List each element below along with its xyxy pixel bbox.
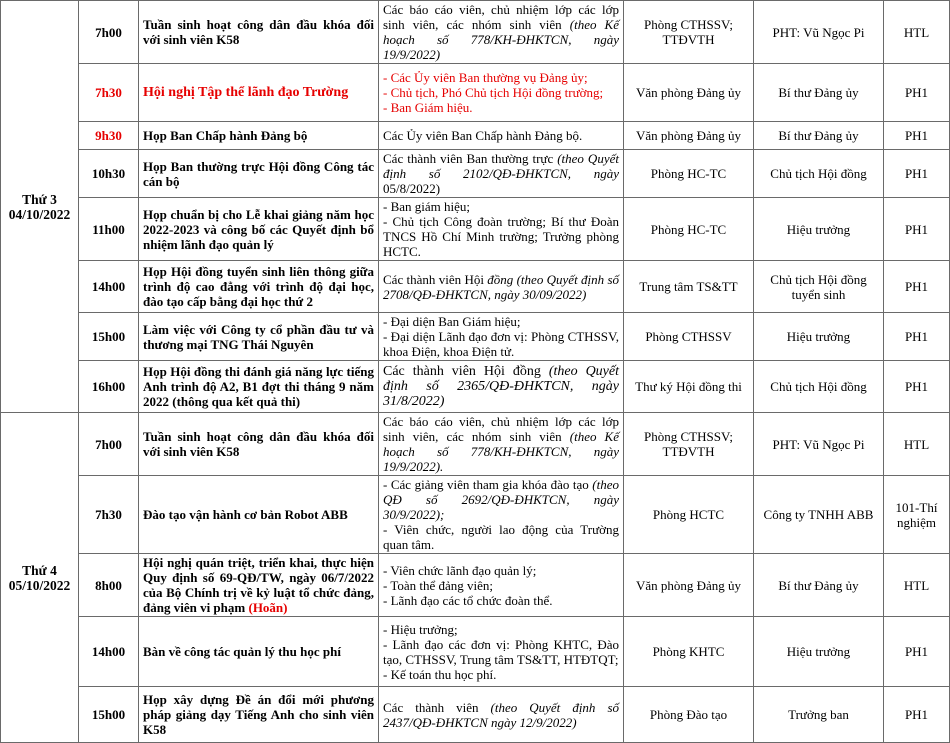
prepare-unit-cell: [624, 150, 754, 198]
participant-text: Các Ủy viên Ban Chấp hành Đảng bộ.: [383, 128, 583, 143]
participant-line: [383, 151, 619, 196]
location-text: PH1: [904, 128, 929, 143]
time-text: 7h00: [95, 436, 122, 452]
location-cell: [884, 150, 950, 198]
content-cell: [139, 617, 379, 687]
participant-text: Các thành viên: [383, 699, 491, 715]
participant-tail: 05/8/2022): [383, 181, 441, 196]
chair-text: Bí thư Đảng ủy: [778, 85, 859, 100]
prepare-unit-text: Phòng CTHSSV; TTĐVTH: [644, 429, 733, 459]
chair-text: Bí thư Đảng ủy: [778, 577, 859, 593]
prepare-unit-text: Văn phòng Đảng ủy: [635, 577, 742, 593]
chair-text: Hiệu trưởng: [786, 221, 851, 237]
time-text: 11h00: [92, 221, 125, 237]
participant-reference: (theo Kế hoạch số 778/KH-ĐHKTCN, ngày 19/9/2022).: [383, 429, 619, 474]
day-cell: [1, 1, 79, 413]
participant-text: - Kế toán thu học phí.: [383, 666, 497, 682]
chair-text: Chủ tịch Hội đồng: [770, 166, 867, 181]
location-cell: [884, 554, 950, 617]
prepare-unit-text: Phòng CTHSSV: [645, 329, 732, 344]
time-cell: [79, 198, 139, 261]
table-row: [1, 476, 950, 554]
participant-line: [383, 667, 619, 682]
participant-text: - Viên chức, người lao động của Trường quan tâm.: [383, 522, 619, 552]
participant-text: - Chủ tịch Công đoàn trường; Bí thư Đoàn TNCS Hồ Chí Minh trường; Trưởng phòng HCTC.: [383, 214, 619, 259]
participant-reference: (theo Kế hoạch số 778/KH-ĐHKTCN, ngày 19/9/2022): [383, 17, 619, 62]
schedule-body: [1, 1, 950, 743]
table-row: [1, 64, 950, 122]
content-text: Tuần sinh hoạt công dân đầu khóa đối với sinh viên K58: [143, 429, 374, 459]
participants-cell: [379, 198, 624, 261]
prepare-unit-cell: [624, 554, 754, 617]
content-cell: [139, 150, 379, 198]
location-text: PH1: [904, 707, 929, 722]
participant-text: - Ban giám hiệu;: [383, 199, 471, 214]
participant-line: [383, 593, 619, 608]
participant-text: - Viên chức lãnh đạo quản lý;: [383, 562, 537, 578]
participants-cell: [379, 413, 624, 476]
time-text: 9h30: [95, 128, 122, 143]
location-cell: [884, 687, 950, 743]
chair-text: Trưởng ban: [788, 707, 849, 722]
prepare-unit-text: Phòng HC-TC: [650, 221, 727, 237]
content-text: Họp xây dựng Đề án đổi mới phương pháp giảng dạy Tiếng Anh cho sinh viên K58: [143, 692, 374, 737]
content-cell: [139, 413, 379, 476]
chair-cell: [754, 122, 884, 150]
chair-text: PHT: Vũ Ngọc Pi: [772, 436, 865, 452]
time-text: 14h00: [91, 279, 126, 294]
participant-line: [383, 272, 619, 302]
chair-cell: [754, 261, 884, 313]
prepare-unit-text: Văn phòng Đảng ủy: [635, 128, 742, 143]
day-label: Thứ 3: [22, 191, 57, 207]
participant-text: - Các giảng viên tham gia khóa đào tạo: [383, 477, 593, 492]
location-cell: [884, 361, 950, 413]
participant-line: [383, 578, 619, 593]
participant-line: [383, 314, 619, 329]
day-date: 05/10/2022: [8, 577, 71, 593]
participants-cell: [379, 313, 624, 361]
prepare-unit-text: Phòng Đào tạo: [649, 707, 728, 722]
time-cell: [79, 261, 139, 313]
participant-text: - Hiệu trưởng;: [383, 621, 458, 637]
participant-reference: (theo QĐ số 2692/QĐ-ĐHKTCN, ngày 30/9/2022);: [383, 477, 619, 522]
time-text: 7h00: [95, 24, 122, 40]
participant-text: Các thành viên Hội: [383, 271, 488, 287]
time-cell: [79, 687, 139, 743]
participants-cell: [379, 150, 624, 198]
content-cell: [139, 198, 379, 261]
prepare-unit-cell: [624, 261, 754, 313]
prepare-unit-text: Phòng HC-TC: [650, 166, 727, 181]
table-row: [1, 413, 950, 476]
table-row: [1, 198, 950, 261]
prepare-unit-cell: [624, 313, 754, 361]
content-cell: [139, 361, 379, 413]
location-cell: [884, 261, 950, 313]
time-text: 15h00: [91, 329, 126, 344]
prepare-unit-cell: [624, 198, 754, 261]
location-text: 101-Thí nghiệm: [895, 499, 938, 530]
content-text: Đào tạo vận hành cơ bản Robot ABB: [143, 507, 348, 522]
chair-text: Chủ tịch Hội đồng: [770, 379, 867, 394]
table-row: [1, 687, 950, 743]
prepare-unit-cell: [624, 617, 754, 687]
chair-cell: [754, 554, 884, 617]
content-cell: [139, 122, 379, 150]
content-text: Họp Hội đồng tuyển sinh liên thông giữa trình độ cao đẳng với trình độ đại học, đào tạo cấp bằng đại học thứ 2: [143, 264, 374, 309]
participants-cell: [379, 361, 624, 413]
chair-text: Công ty TNHH ABB: [763, 507, 874, 522]
content-text: Họp chuẩn bị cho Lễ khai giảng năm học 2022-2023 và công bố các Quyết định bổ nhiệm lãnh đạo quản lý: [143, 206, 374, 252]
participant-line: [383, 364, 619, 409]
participants-cell: [379, 554, 624, 617]
participant-line: [383, 85, 619, 100]
time-text: 14h00: [91, 644, 126, 659]
participant-line: [383, 2, 619, 62]
time-text: 8h00: [95, 577, 122, 593]
participant-text: Các báo cáo viên, chủ nhiệm lớp các lớp sinh viên, các nhóm sinh viên: [383, 2, 619, 32]
postponed-badge: (Hoãn): [248, 600, 288, 615]
participant-text: Các thành viên Ban thường trực: [383, 151, 558, 166]
participant-line: [383, 622, 619, 637]
time-cell: [79, 1, 139, 64]
participant-text: - Đại diện Lãnh đạo đơn vị: Phòng CTHSSV, khoa Điện, khoa Điện tử.: [383, 329, 619, 359]
table-row: [1, 554, 950, 617]
location-cell: [884, 413, 950, 476]
participant-line: [383, 477, 619, 522]
content-cell: [139, 554, 379, 617]
table-row: [1, 150, 950, 198]
table-row: [1, 313, 950, 361]
participant-text: - Lãnh đạo các tổ chức đoàn thể.: [383, 592, 553, 608]
participant-reference: đồng (theo Quyết định số 2708/QĐ-ĐHKTCN, ngày 30/09/2022): [383, 271, 619, 302]
location-text: PH1: [904, 279, 929, 294]
chair-cell: [754, 198, 884, 261]
participants-cell: [379, 617, 624, 687]
time-cell: [79, 413, 139, 476]
day-date: 04/10/2022: [8, 206, 71, 222]
content-text: Hội nghị Tập thể lãnh đạo Trường: [143, 85, 349, 100]
chair-text: PHT: Vũ Ngọc Pi: [772, 24, 865, 40]
content-text: Họp Ban Chấp hành Đảng bộ: [143, 128, 308, 143]
participants-cell: [379, 687, 624, 743]
participant-text: Các báo cáo viên, chủ nhiệm lớp các lớp sinh viên, các nhóm sinh viên: [383, 414, 619, 444]
participant-reference: (theo Quyết định số 2365/QĐ-ĐHKTCN, ngày 31/8/2022): [383, 364, 619, 409]
participant-reference: (theo Quyết định số 2437/QĐ-ĐHKTCN ngày 12/9/2022): [383, 699, 619, 730]
prepare-unit-cell: [624, 687, 754, 743]
participant-text: - Các Ủy viên Ban thường vụ Đảng ủy;: [383, 70, 588, 85]
prepare-unit-text: Phòng CTHSSV; TTĐVTH: [644, 17, 733, 47]
content-cell: [139, 476, 379, 554]
chair-text: Bí thư Đảng ủy: [778, 128, 859, 143]
content-text: Bàn về công tác quản lý thu học phí: [143, 644, 341, 659]
time-text: 7h30: [95, 507, 122, 522]
location-cell: [884, 1, 950, 64]
location-cell: [884, 476, 950, 554]
content-text: Họp Ban thường trực Hội đồng Công tác cán bộ: [143, 158, 374, 189]
participant-line: [383, 522, 619, 552]
content-cell: [139, 261, 379, 313]
location-text: PH1: [904, 644, 929, 659]
time-text: 7h30: [95, 85, 122, 100]
time-text: 16h00: [91, 379, 126, 394]
time-cell: [79, 617, 139, 687]
location-text: PH1: [904, 221, 929, 237]
prepare-unit-cell: [624, 413, 754, 476]
content-text: Họp Hội đồng thi đánh giá năng lực tiếng Anh trình độ A2, B1 đợt thi tháng 9 năm 2022 (thông qua kết quả thi): [143, 364, 374, 409]
time-cell: [79, 313, 139, 361]
content-cell: [139, 687, 379, 743]
prepare-unit-cell: [624, 122, 754, 150]
content-cell: [139, 1, 379, 64]
time-text: 10h30: [91, 166, 126, 181]
chair-cell: [754, 476, 884, 554]
location-cell: [884, 64, 950, 122]
participant-text: - Toàn thể đảng viên;: [383, 577, 494, 593]
prepare-unit-cell: [624, 64, 754, 122]
participant-line: [383, 128, 619, 143]
location-cell: [884, 198, 950, 261]
participant-reference: (theo Quyết định số 2102/QĐ-ĐHKTCN, ngày: [383, 151, 619, 181]
location-cell: [884, 313, 950, 361]
prepare-unit-text: Phòng HCTC: [652, 507, 725, 522]
chair-text: Hiệu trưởng: [786, 644, 851, 659]
participant-line: [383, 563, 619, 578]
participant-line: [383, 414, 619, 474]
participant-line: [383, 100, 619, 115]
location-text: PH1: [904, 379, 929, 394]
table-row: [1, 1, 950, 64]
chair-cell: [754, 361, 884, 413]
participants-cell: [379, 64, 624, 122]
chair-cell: [754, 150, 884, 198]
time-cell: [79, 476, 139, 554]
location-text: HTL: [903, 436, 930, 452]
participant-text: - Ban Giám hiệu.: [383, 100, 473, 115]
chair-cell: [754, 687, 884, 743]
prepare-unit-text: Văn phòng Đảng ủy: [635, 85, 742, 100]
location-text: PH1: [904, 166, 929, 181]
time-text: 15h00: [91, 707, 126, 722]
participant-text: - Chủ tịch, Phó Chủ tịch Hội đồng trường;: [383, 85, 604, 100]
content-text: Hội nghị quán triệt, triển khai, thực hiện Quy định số 69-QĐ/TW, ngày 06/7/2022 của Bộ Chính trị về kỷ luật tổ chức đảng, đảng viên vi phạm: [143, 555, 374, 615]
participant-line: [383, 199, 619, 214]
prepare-unit-cell: [624, 361, 754, 413]
prepare-unit-cell: [624, 1, 754, 64]
content-text: Tuần sinh hoạt công dân đầu khóa đối với sinh viên K58: [143, 17, 374, 47]
participant-line: [383, 637, 619, 667]
day-label: Thứ 4: [22, 562, 57, 578]
participant-text: - Lãnh đạo các đơn vị: Phòng KHTC, Đào tạo, CTHSSV, Trung tâm TS&TT, HTĐTQT;: [383, 636, 619, 667]
content-cell: [139, 64, 379, 122]
participant-line: [383, 329, 619, 359]
chair-text: Chủ tịch Hội đồng tuyển sinh: [770, 271, 867, 302]
location-text: PH1: [904, 329, 929, 344]
prepare-unit-text: Phòng KHTC: [652, 644, 725, 659]
participants-cell: [379, 1, 624, 64]
location-text: HTL: [903, 577, 930, 593]
table-row: [1, 122, 950, 150]
location-cell: [884, 122, 950, 150]
table-row: [1, 361, 950, 413]
time-cell: [79, 554, 139, 617]
participant-line: [383, 70, 619, 85]
participant-text: - Đại diện Ban Giám hiệu;: [383, 314, 521, 329]
participant-line: [383, 214, 619, 259]
prepare-unit-text: Trung tâm TS&TT: [639, 279, 738, 294]
participants-cell: [379, 476, 624, 554]
time-cell: [79, 150, 139, 198]
participants-cell: [379, 122, 624, 150]
location-cell: [884, 617, 950, 687]
content-cell: [139, 313, 379, 361]
table-row: [1, 617, 950, 687]
participant-text: Các thành viên Hội đồng: [383, 364, 549, 379]
prepare-unit-cell: [624, 476, 754, 554]
chair-cell: [754, 617, 884, 687]
time-cell: [79, 64, 139, 122]
chair-cell: [754, 64, 884, 122]
time-cell: [79, 361, 139, 413]
prepare-unit-text: Thư ký Hội đồng thi: [635, 379, 742, 394]
table-row: [1, 261, 950, 313]
chair-cell: [754, 313, 884, 361]
content-text: Làm việc với Công ty cổ phần đầu tư và thương mại TNG Thái Nguyên: [143, 321, 374, 352]
time-cell: [79, 122, 139, 150]
chair-cell: [754, 1, 884, 64]
participants-cell: [379, 261, 624, 313]
location-text: PH1: [904, 85, 929, 100]
day-cell: [1, 413, 79, 743]
location-text: HTL: [903, 24, 930, 40]
chair-text: Hiệu trưởng: [786, 329, 851, 344]
chair-cell: [754, 413, 884, 476]
participant-line: [383, 700, 619, 730]
